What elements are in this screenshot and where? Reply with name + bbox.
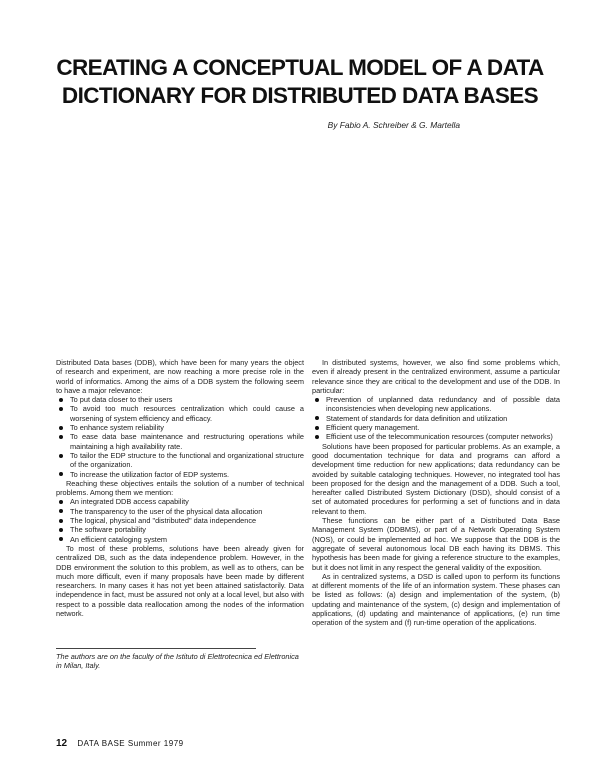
list-item: To ease data base maintenance and restructuring operations while maintaining a high availability rate. bbox=[70, 432, 304, 451]
closing-paragraph: To most of these problems, solutions have been already given for centralized DB, such as the data independence problem. However, in the DDB environment the solution to this problem, as well as to others, can be much more difficult, even if many proposals have been made by different researchers. In many cases it has not yet been attained satisfactorily. Data independence in fact, must be assured not only at a local level, but also with respect to a possible data reallocation among the nodes of the information network. bbox=[56, 543, 304, 619]
list-item: To avoid too much resources centralization which could cause a worsening of system efficiency and efficacy. bbox=[70, 404, 304, 423]
list-item: Efficient query management. bbox=[326, 423, 560, 432]
problems-list bbox=[56, 497, 304, 543]
list-item: To increase the utilization factor of EDP systems. bbox=[70, 470, 304, 479]
list-item: The transparency to the user of the physical data allocation bbox=[70, 507, 304, 516]
intro-paragraph: In distributed systems, however, we also find some problems which, even if already present in the centralized environment, assume a particular relevance since they are critical to the development and use of the DDB. In particular: bbox=[312, 358, 560, 395]
solutions-paragraph: Solutions have been proposed for particular problems. As an example, a good documentation technique for data and programs can afford a development time reduction for new applications; data redundancy can be avoided by suitable cataloging techniques. However, no integrated tool has been proposed for the design and the management of a DDB. Such a tool, hereafter called Distributed System Dictionary (DSD), should consist of a set of automated procedures for performing a set of functions and in data relevant to them. bbox=[312, 441, 560, 516]
phases-paragraph: As in centralized systems, a DSD is called upon to perform its functions at different moments of the life of an information system. These phases can be listed as follows: (a) design and implementation of the system, (b) updating and maintenance of the system, (c) design and implementation of applications, (d) updating and maintenance of applications, (e) run time operation of the system and (f) run-time operation of the applications. bbox=[312, 571, 560, 628]
functions-paragraph: These functions can be either part of a Distributed Data Base Management System (DDBMS), or part of a Network Operating System (NOS), or could be implemented ad hoc. We suppose that the DDB is the aggregate of several autonomous local DB each having its DBMS. This hypothesis has been made for giving a reference structure to the examples, but it does not limit in any respect the general validity of the exposition. bbox=[312, 516, 560, 572]
list-item: To put data closer to their users bbox=[70, 395, 304, 404]
page-number: 12 bbox=[56, 738, 68, 749]
article-title bbox=[0, 54, 600, 110]
right-column bbox=[312, 358, 560, 628]
list-item: To enhance system reliability bbox=[70, 423, 304, 432]
critical-problems-list bbox=[312, 395, 560, 441]
list-item: An efficient cataloging system bbox=[70, 535, 304, 544]
footnote-divider bbox=[56, 648, 256, 649]
list-item: Prevention of unplanned data redundancy and of possible data inconsistencies when developing new applications. bbox=[326, 395, 560, 414]
intro-paragraph: Distributed Data bases (DDB), which have been for many years the object of research and experiment, are now reaching a more precise role in the world of informatics. Among the aims of a DDB system the following seem to have a major relevance: bbox=[56, 358, 304, 395]
author-footnote: The authors are on the faculty of the Istituto di Elettrotecnica ed Elettronica in Milan, Italy. bbox=[56, 652, 299, 671]
list-item: To tailor the EDP structure to the functional and organizational structure of the organization. bbox=[70, 450, 304, 470]
list-item: The logical, physical and "distributed" data independence bbox=[70, 516, 304, 525]
left-column bbox=[56, 358, 304, 618]
list-item: Statement of standards for data definition and utilization bbox=[326, 414, 560, 423]
reaching-paragraph: Reaching these objectives entails the solution of a number of technical problems. Among them we mention: bbox=[56, 478, 304, 498]
list-item: An integrated DDB access capability bbox=[70, 497, 304, 506]
byline: By Fabio A. Schreiber & G. Martella bbox=[327, 120, 460, 130]
page-footer bbox=[56, 738, 184, 749]
list-item: Efficient use of the telecommunication resources (computer networks) bbox=[326, 432, 560, 441]
magazine-issue: DATA BASE Summer 1979 bbox=[77, 739, 184, 748]
title-line-1: CREATING A CONCEPTUAL MODEL OF A DATA bbox=[56, 55, 544, 80]
list-item: The software portability bbox=[70, 525, 304, 534]
aims-list bbox=[56, 395, 304, 479]
title-line-2: DICTIONARY FOR DISTRIBUTED DATA BASES bbox=[61, 83, 539, 108]
